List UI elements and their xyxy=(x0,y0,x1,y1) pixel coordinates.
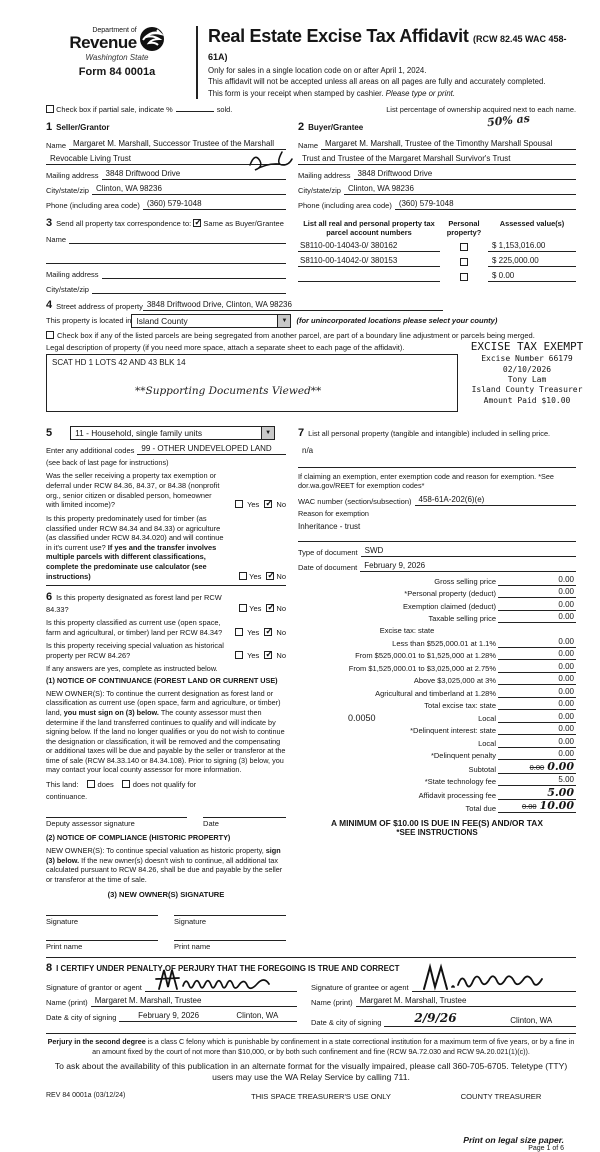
section-6-number: 6 xyxy=(46,591,53,604)
fee-label: Affidavit processing fee xyxy=(418,790,496,800)
seller-phone-label: Phone (including area code) xyxy=(46,200,140,210)
buyer-csz-field[interactable]: Clinton, WA 98236 xyxy=(344,184,576,195)
seller-csz-field[interactable]: Clinton, WA 98236 xyxy=(92,184,286,195)
revision-number: REV 84 0001a (03/12/24) xyxy=(46,1092,126,1100)
new-owner-signature-line-1[interactable]: Signature xyxy=(46,915,158,926)
sold-label: sold. xyxy=(216,104,233,114)
fee-value-field[interactable] xyxy=(498,749,576,760)
fee-struck-value: 0.00 xyxy=(529,762,545,772)
fee-label: Subtotal xyxy=(468,764,496,774)
fee-row xyxy=(298,649,576,660)
fee-value: 0.00 xyxy=(558,749,574,759)
fee-label: Less than $525,000.01 at 1.1% xyxy=(392,638,496,648)
stamp-amount-paid: Amount Paid $10.00 xyxy=(483,395,571,405)
reason-for-exemption-value[interactable]: Inheritance - trust xyxy=(298,522,361,532)
reason-for-exemption-label: Reason for exemption xyxy=(298,508,369,518)
continuance-label: continuance. xyxy=(46,791,88,801)
county-note: (for unincorporated locations please select your county) xyxy=(296,316,498,326)
fee-row xyxy=(298,749,576,760)
land-use-code-value: 11 - Household, single family units xyxy=(75,427,203,438)
handwritten-annotation: 50% as xyxy=(486,111,531,130)
fee-value: 5.00 xyxy=(547,785,574,799)
grantee-print-name-label: Name (print) xyxy=(311,998,353,1008)
minimum-due-note: A MINIMUM OF $10.00 IS DUE IN FEE(S) AND/OR TAX xyxy=(331,818,543,829)
additional-codes-label: Enter any additional codes xyxy=(46,445,135,455)
fee-value: 0.00 xyxy=(558,636,574,646)
wac-number-field[interactable]: 458-61A-202(6)(e) xyxy=(415,495,576,506)
segregated-checkbox[interactable] xyxy=(46,331,54,339)
fee-table xyxy=(298,575,576,813)
county-value: Island County xyxy=(136,315,188,326)
seller-csz-label: City/state/zip xyxy=(46,185,89,195)
historic-yes-checkbox[interactable] xyxy=(235,651,243,659)
fee-value-field[interactable] xyxy=(498,600,576,611)
grantor-signature-block xyxy=(46,976,311,1027)
dor-logo-block xyxy=(46,26,198,99)
fee-label: Gross selling price xyxy=(434,576,496,586)
exemption-deferral-question: Was the seller receiving a property tax exemption or deferral under RCW 84.36, 84.37, or 84.38 (nonprofit org., senior citizen or disabled person, homeowner with limited income)? xyxy=(46,471,220,510)
fee-value-field[interactable] xyxy=(498,801,576,813)
fee-row xyxy=(298,785,576,800)
type-of-document-field[interactable]: SWD xyxy=(361,546,576,557)
fee-row xyxy=(298,587,576,598)
fee-value: 0.00 xyxy=(558,699,574,709)
new-owner-signature-line-2[interactable]: Signature xyxy=(174,915,286,926)
see-back-note: (see back of last page for instructions) xyxy=(46,457,169,467)
correspondence-label: Send all property tax correspondence to: xyxy=(56,218,192,228)
county-dropdown[interactable] xyxy=(131,314,291,328)
form-number: Form 84 0001a xyxy=(78,66,156,78)
notice-of-continuance-text: NEW OWNER(S): To continue the current designation as forest land or classification as current use (open space, farm and agriculture, or timber) land, you must sign on (3) below. The county assessor must then determine if the land transferred continues to qualify and will indicate by signing below. If the land no longer qualifies or you do not wish to continue the designation or classification, it will be removed and the compensating or additional taxes will be due and payable by the seller or transferor at the time of sale (RCW 84.33.140 or 84.34.108). Prior to signing (3) below, you may contact your local county assessor for more information. xyxy=(46,688,286,775)
personal-property-section xyxy=(298,426,576,572)
seller-mailing-label: Mailing address xyxy=(46,170,99,180)
legal-size-note: Print on legal size paper. xyxy=(463,1135,564,1146)
does-not-label: does not qualify for xyxy=(132,779,197,789)
section-1-number: 1 xyxy=(46,120,53,133)
grantee-date-label: Date & city of signing xyxy=(311,1018,382,1028)
buyer-name-label: Name xyxy=(298,140,319,150)
fee-row xyxy=(298,662,576,673)
yes-label: Yes xyxy=(249,571,262,581)
fee-value-field[interactable] xyxy=(498,785,576,800)
personal-property-value[interactable]: n/a xyxy=(302,446,314,456)
grantee-date-field[interactable]: 2/9/26 xyxy=(384,1011,484,1027)
fee-label: From $525,000.01 to $1,525,000 at 1.28% xyxy=(355,651,496,661)
footer-row xyxy=(46,1092,576,1101)
dropdown-arrow-icon[interactable]: ▼ xyxy=(261,427,274,439)
grantor-city-field[interactable]: Clinton, WA xyxy=(216,1011,297,1022)
forest-no-checkbox[interactable] xyxy=(266,604,274,612)
stamp-treasurer-name: Tony Lam xyxy=(507,374,547,384)
wac-number-label: WAC number (section/subsection) xyxy=(298,496,412,506)
fee-label: Above $3,025,000 at 3% xyxy=(413,676,496,686)
fee-row xyxy=(298,600,576,611)
fee-value: 0.00 xyxy=(558,661,574,671)
parcel-number-field[interactable]: S8110-00-14043-0/ 380162 xyxy=(298,241,440,252)
new-owner-print-name-line-2[interactable]: Print name xyxy=(174,940,286,951)
land-use-code-section xyxy=(46,426,286,581)
page-number: Page 1 of 6 xyxy=(528,1145,564,1152)
street-address-label: Street address of property xyxy=(56,301,143,311)
grantee-print-name-field[interactable]: Margaret M. Marshall, Trustee xyxy=(356,996,576,1007)
buyer-section xyxy=(298,111,576,210)
q1-yes-checkbox[interactable] xyxy=(235,500,243,508)
section-7-number: 7 xyxy=(298,426,305,439)
partial-sale-row xyxy=(46,104,576,114)
forest-land-section xyxy=(46,590,286,951)
same-as-buyer-label: Same as Buyer/Grantee xyxy=(203,218,284,228)
fee-row xyxy=(298,612,576,623)
buyer-mailing-label: Mailing address xyxy=(298,170,351,180)
section-3-number: 3 xyxy=(46,216,53,229)
buyer-name-field-2[interactable]: Trust and Trustee of the Margaret Marshall Survivor's Trust xyxy=(298,154,576,165)
fee-value-field[interactable] xyxy=(498,612,576,623)
fee-row xyxy=(298,759,576,774)
deputy-assessor-signature-line[interactable]: Deputy assessor signature xyxy=(46,817,187,828)
this-land-label: This land: xyxy=(46,779,79,789)
same-as-buyer-checkbox[interactable] xyxy=(193,219,201,227)
partial-sale-checkbox[interactable] xyxy=(46,105,54,113)
form-title: Real Estate Excise Tax Affidavit xyxy=(208,26,469,46)
parcel-number-field[interactable]: S8110-00-14042-0/ 380153 xyxy=(298,256,440,267)
grantor-signature-field[interactable] xyxy=(145,980,297,992)
excise-tax-exempt-stamp xyxy=(464,340,590,406)
parcel-numbers-header: List all real and personal property tax parcel account numbers xyxy=(303,218,435,238)
fee-value: 0.00 xyxy=(558,711,574,721)
section-4-number: 4 xyxy=(46,298,53,311)
stamp-excise-number: Excise Number 66179 xyxy=(481,354,573,364)
fee-label: From $1,525,000.01 to $3,025,000 at 2.75% xyxy=(348,663,496,673)
correspondence-name-field[interactable] xyxy=(69,233,286,244)
fee-label: *Personal property (deduct) xyxy=(404,589,496,599)
personal-property-checkbox[interactable] xyxy=(460,243,468,251)
dept-of-label: Department of xyxy=(92,27,137,34)
grantor-date-field[interactable]: February 9, 2026 xyxy=(119,1011,215,1022)
timber-agriculture-question: Is this property predominately used for timber (as classified under RCW 84.34 and 84.33) or agriculture (as classified under RCW 84.34.020) and will continue in it's current use? xyxy=(46,513,224,552)
fee-label: Exemption claimed (deduct) xyxy=(403,601,496,611)
q2-yes-checkbox[interactable] xyxy=(239,572,247,580)
header-note-2: This affidavit will not be accepted unless all areas on all pages are fully and accurately completed. xyxy=(208,77,546,87)
yes-label: Yes xyxy=(247,500,260,510)
fee-label: *Delinquent penalty xyxy=(430,751,496,761)
type-of-document-label: Type of document xyxy=(298,547,358,557)
seller-section xyxy=(46,117,298,210)
correspondence-mailing-field[interactable] xyxy=(102,268,286,279)
fee-row xyxy=(298,575,576,586)
no-label: No xyxy=(276,627,286,637)
current-use-yes-checkbox[interactable] xyxy=(235,628,243,636)
grantor-date-label: Date & city of signing xyxy=(46,1013,117,1023)
personal-property-header: Personal property? xyxy=(446,218,482,238)
notice-of-compliance-text: NEW OWNER(S): To continue special valuation as historic property, sign (3) below. If the new owner(s) doesn't wish to continue, all additional tax calculated pursuant to RCW 84.26, shall be due and payable by the seller or transferor at the time of sale. xyxy=(46,846,283,884)
fee-label: *State technology fee xyxy=(424,777,496,787)
date-of-document-field[interactable]: February 9, 2026 xyxy=(360,561,576,572)
additional-codes-field[interactable]: 99 - OTHER UNDEVELOPED LAND xyxy=(137,444,286,455)
buyer-csz-label: City/state/zip xyxy=(298,185,341,195)
grantee-signature-label: Signature of grantee or agent xyxy=(311,983,409,993)
fee-value: 0.00 xyxy=(558,649,574,659)
parcel-row xyxy=(298,256,576,267)
assessed-value-header: Assessed value(s) xyxy=(499,218,565,228)
grantor-print-name-label: Name (print) xyxy=(46,998,88,1008)
fee-row xyxy=(298,712,576,723)
fee-value: 0.00 xyxy=(547,759,574,773)
dor-swirl-icon xyxy=(139,26,165,52)
buyer-name-field[interactable]: Margaret M. Marshall, Trustee of the Timonthy Marshall Spousal xyxy=(321,139,576,150)
notice-of-compliance-title: (2) NOTICE OF COMPLIANCE (HISTORIC PROPERTY) xyxy=(46,833,231,843)
see-instructions-note: *SEE INSTRUCTIONS xyxy=(396,828,478,838)
parcel-row xyxy=(298,271,576,282)
fee-value-field[interactable] xyxy=(498,775,576,786)
parcel-table xyxy=(298,217,576,294)
handwritten-scrawl xyxy=(244,149,302,175)
does-not-qualify-checkbox[interactable] xyxy=(122,780,130,788)
fee-value: 0.00 xyxy=(558,612,574,622)
fee-label: *Delinquent interest: state xyxy=(410,726,496,736)
seller-heading: Seller/Grantor xyxy=(56,122,110,132)
legal-description-box[interactable] xyxy=(46,354,458,412)
header-note-1: Only for sales in a single location code on or after April 1, 2024. xyxy=(208,66,427,75)
grantee-city-field[interactable]: Clinton, WA xyxy=(485,1016,577,1027)
parcel-number-field[interactable] xyxy=(298,271,440,282)
certification-statement: 8 I CERTIFY UNDER PENALTY OF PERJURY THAT THE FOREGOING IS TRUE AND CORRECT xyxy=(46,962,400,975)
seller-mailing-field[interactable]: 3848 Driftwood Drive xyxy=(102,169,286,180)
predominate-use-note: If yes and the transfer involves multiple parcels with different classifications, complete the predominate use calculator (see instructions) xyxy=(46,542,217,581)
header-note-3: This form is your receipt when stamped by cashier. Please type or print. xyxy=(208,88,456,98)
fee-row xyxy=(298,801,576,813)
fee-value: 0.00 xyxy=(558,674,574,684)
current-use-question: Is this property classified as current use (open space, farm and agricultural, or timber) land per RCW 84.34? xyxy=(46,618,223,637)
fee-value-field[interactable] xyxy=(498,737,576,748)
stamp-exempt-line: EXCISE TAX EXEMPT xyxy=(470,339,584,353)
fee-label: Taxable selling price xyxy=(428,614,496,624)
assessed-value-field[interactable]: $ 1,153,016.00 xyxy=(488,241,576,252)
buyer-heading: Buyer/Grantee xyxy=(308,122,364,132)
no-label: No xyxy=(276,650,286,660)
washington-state-label: Washington State xyxy=(85,53,149,62)
correspondence-csz-field[interactable] xyxy=(92,283,286,294)
supporting-documents-stamp: **Supporting Documents Viewed** xyxy=(135,384,322,397)
dropdown-arrow-icon[interactable]: ▼ xyxy=(277,315,290,327)
fee-label: Agricultural and timberland at 1.28% xyxy=(375,688,496,698)
seller-name-label: Name xyxy=(46,140,67,150)
fee-struck-value: 0.00 xyxy=(521,802,537,812)
fee-value: 0.00 xyxy=(558,599,574,609)
no-label: No xyxy=(276,604,286,614)
perjury-statement: Perjury in the second degree is a class C felony which is punishable by confinement in a state correctional institution for a maximum term of five years, or by a fine in an amount fixed by the court of not more than $10,000, or by both such confinement and fine (RCW 9A.72.030 and RCW 9A.20.021(1)(c)). xyxy=(47,1038,575,1056)
fee-row xyxy=(298,699,576,710)
historic-no-checkbox[interactable] xyxy=(264,651,272,659)
fee-value: 5.00 xyxy=(558,775,574,785)
correspondence-name-field-2[interactable] xyxy=(46,253,286,264)
yes-label: Yes xyxy=(247,650,260,660)
yes-label: Yes xyxy=(247,627,260,637)
forest-land-question: Is this property designated as forest land per RCW 84.33? xyxy=(46,593,222,614)
fee-row xyxy=(298,775,576,786)
fee-value-field[interactable] xyxy=(498,674,576,685)
exemption-note: If claiming an exemption, enter exemption code and reason for exemption. *See dor.wa.gov/REET for exemption codes* xyxy=(298,471,554,491)
partial-sale-percent-field[interactable] xyxy=(176,104,214,112)
fee-value-field[interactable] xyxy=(498,575,576,586)
assessed-value-field[interactable]: $ 0.00 xyxy=(488,271,576,282)
legal-description-text: SCAT HD 1 LOTS 42 AND 43 BLK 14 xyxy=(52,357,186,367)
current-use-no-checkbox[interactable] xyxy=(264,628,272,636)
section-8-number: 8 xyxy=(46,962,53,975)
fee-value: 10.00 xyxy=(539,799,574,813)
correspondence-csz-label: City/state/zip xyxy=(46,284,89,294)
fee-value-field[interactable] xyxy=(498,637,576,648)
fee-value-field[interactable] xyxy=(498,587,576,598)
fee-row xyxy=(298,724,576,735)
grantor-print-name-field[interactable]: Margaret M. Marshall, Trustee xyxy=(91,996,297,1007)
grantee-signature-field[interactable] xyxy=(412,980,576,992)
fee-value: 0.00 xyxy=(558,736,574,746)
fee-value: 0.00 xyxy=(558,686,574,696)
if-yes-note: If any answers are yes, complete as instructed below. xyxy=(46,663,218,673)
buyer-mailing-field[interactable]: 3848 Driftwood Drive xyxy=(354,169,576,180)
yes-label: Yes xyxy=(249,604,262,614)
fee-value: 0.00 xyxy=(558,574,574,584)
stamp-treasurer-title: Island County Treasurer xyxy=(471,385,583,395)
does-label: does xyxy=(97,779,114,789)
treasurer-use-only-label: THIS SPACE TREASURER'S USE ONLY xyxy=(251,1092,391,1102)
no-label: No xyxy=(276,500,286,510)
notice-of-continuance-title: (1) NOTICE OF CONTINUANCE (FOREST LAND OR CURRENT USE) xyxy=(46,676,278,686)
fee-value-field[interactable] xyxy=(498,649,576,660)
personal-property-checkbox[interactable] xyxy=(460,273,468,281)
fee-label: Local xyxy=(478,713,496,723)
fee-label: Total due xyxy=(465,804,496,814)
grantor-signature-label: Signature of grantor or agent xyxy=(46,983,142,993)
seller-name-field-2[interactable]: Revocable Living Trust xyxy=(46,154,286,165)
land-use-code-dropdown[interactable] xyxy=(70,426,275,440)
assessed-value-field[interactable]: $ 225,000.00 xyxy=(488,256,576,267)
grantor-signature xyxy=(151,965,281,995)
partial-sale-label: Check box if partial sale, indicate % xyxy=(56,104,173,114)
forest-yes-checkbox[interactable] xyxy=(239,604,247,612)
personal-property-checkbox[interactable] xyxy=(460,258,468,266)
print-note xyxy=(46,1135,576,1152)
ownership-percentage-note: List percentage of ownership acquired next to each name. xyxy=(386,104,576,114)
fee-value-field[interactable] xyxy=(498,662,576,673)
historic-property-question: Is this property receiving special valuation as historical property per RCW 84.26? xyxy=(46,641,224,661)
section-5-number: 5 xyxy=(46,426,53,439)
county-treasurer-label: COUNTY TREASURER xyxy=(460,1092,542,1102)
parcel-row xyxy=(298,241,576,252)
revenue-wordmark: Revenue xyxy=(69,33,137,52)
tax-correspondence-section xyxy=(46,217,298,294)
fee-row xyxy=(298,687,576,698)
q2-no-checkbox[interactable] xyxy=(266,572,274,580)
rcw-reference: (RCW 82.45 WAC 458-61A) xyxy=(208,34,567,62)
does-qualify-checkbox[interactable] xyxy=(87,780,95,788)
property-location-section xyxy=(46,298,584,420)
fee-label: Total excise tax: state xyxy=(424,701,496,711)
deputy-date-line[interactable]: Date xyxy=(203,817,286,828)
date-of-document-label: Date of document xyxy=(298,562,358,572)
correspondence-mailing-label: Mailing address xyxy=(46,269,99,279)
fee-row xyxy=(298,737,576,748)
fee-value-field[interactable] xyxy=(498,712,576,723)
section-2-number: 2 xyxy=(298,120,305,133)
grantee-signature-block xyxy=(311,976,576,1027)
local-rate-value: 0.0050 xyxy=(348,712,376,723)
buyer-phone-label: Phone (including area code) xyxy=(298,200,392,210)
street-address-field[interactable]: 3848 Driftwood Drive, Clinton, WA 98236 xyxy=(143,300,443,311)
fee-value-field[interactable] xyxy=(498,699,576,710)
fee-value-field[interactable] xyxy=(498,687,576,698)
segregated-label: Check box if any of the listed parcels are being segregated from another parcel, are part of a boundary line adjustment or parcels being merged. xyxy=(57,330,535,340)
fee-value-field[interactable] xyxy=(498,724,576,735)
fee-label: Local xyxy=(478,738,496,748)
buyer-phone-field[interactable]: (360) 579-1048 xyxy=(395,199,576,210)
located-in-label: This property is located in xyxy=(46,316,132,326)
personal-property-intro: List all personal property (tangible and intangible) included in selling price. xyxy=(308,428,551,438)
fee-section-heading: Excise tax: state xyxy=(379,626,435,636)
q1-no-checkbox[interactable] xyxy=(264,500,272,508)
correspondence-name-label: Name xyxy=(46,234,67,244)
form-header xyxy=(46,26,576,99)
accessibility-note: To ask about the availability of this publication in an alternate format for the visually impaired, please call 360-705-6705. Teletype (TTY) users may use the WA Relay Service by calling 711. xyxy=(54,1060,568,1082)
seller-phone-field[interactable]: (360) 579-1048 xyxy=(143,199,286,210)
fee-row xyxy=(298,637,576,648)
fee-value: 0.00 xyxy=(558,587,574,597)
fee-row xyxy=(298,674,576,685)
no-label: No xyxy=(276,571,286,581)
legal-description-label: Legal description of property (if you need more space, attach a separate sheet to each page of the affidavit). xyxy=(46,342,405,352)
new-owners-signature-title: (3) NEW OWNER(S) SIGNATURE xyxy=(107,890,225,900)
fee-value: 0.00 xyxy=(558,724,574,734)
seller-name-field[interactable]: Margaret M. Marshall, Successor Trustee of the Marshall xyxy=(69,139,286,150)
fee-value-field[interactable] xyxy=(498,759,576,774)
new-owner-print-name-line-1[interactable]: Print name xyxy=(46,940,158,951)
stamp-date: 02/10/2026 xyxy=(502,364,552,374)
grantee-signature xyxy=(418,963,558,995)
